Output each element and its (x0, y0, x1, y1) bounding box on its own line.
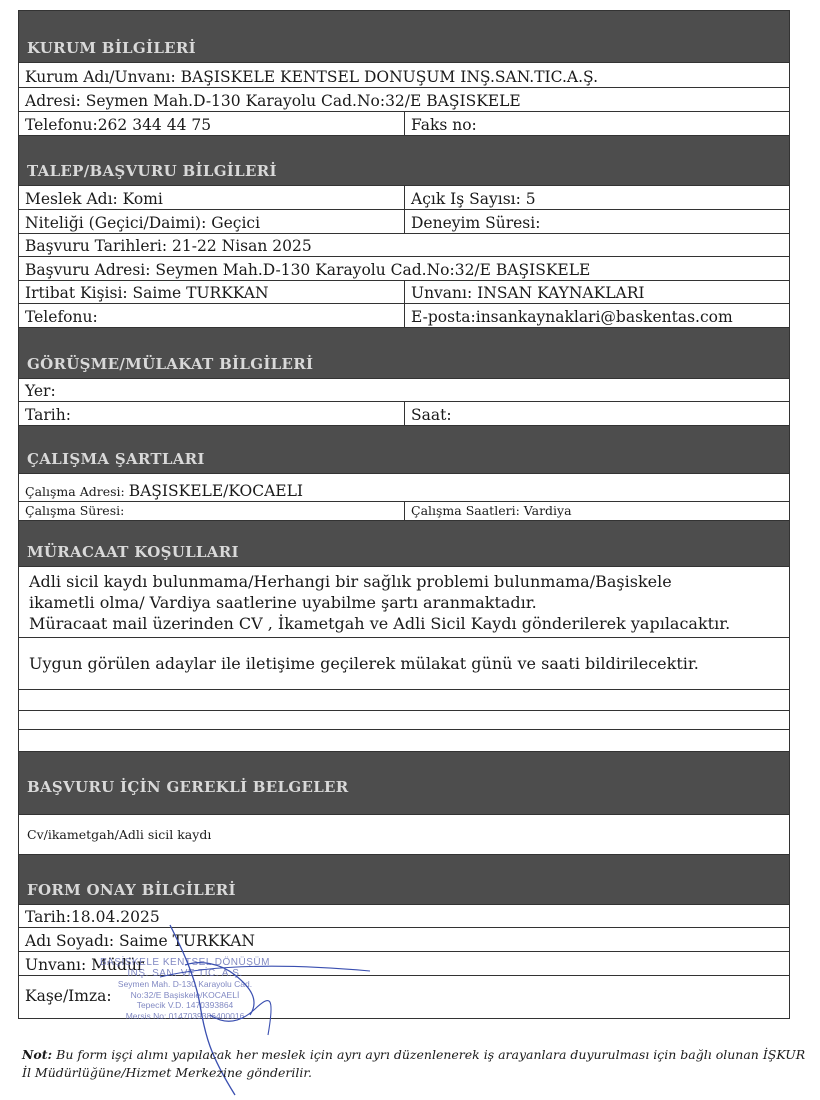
row-yer (19, 379, 789, 402)
muracaat-line-3: Müracaat mail üzerinden CV , İkametgah ve Adli Sicil Kaydı gönderilerek yapılacaktır. (29, 614, 731, 633)
note-text: Bu form işçi alımı yapılacak her meslek için ayrı ayrı düzenlenerek iş arayanlara duyurulması için bağlı olunan İŞKUR İl Müdürlüğüne/Hizmet Merkezine gönderilir. (22, 1047, 806, 1080)
section-title: BAŞVURU İÇİN GEREKLİ BELGELER (27, 778, 349, 796)
gerekli-belgeler: Cv/ikametgah/Adli sicil kaydı (27, 826, 212, 842)
muracaat-line-2: ikametli olma/ Vardiya saatlerine uyabilme şartı aranmaktadır. (29, 593, 537, 612)
onay-unvani: Unvanı: Müdür (25, 957, 145, 974)
section-title: KURUM BİLGİLERİ (27, 39, 196, 57)
calisma-adresi-label: Çalışma Adresi: (25, 484, 129, 499)
kurum-adi: Kurum Adı/Unvanı: BAŞİSKELE KENTSEL DÖNÜŞÜM İNŞ.SAN.TİC.A.Ş. (25, 69, 599, 86)
row-calisma-sure (19, 502, 789, 521)
kase-imza: Kaşe/İmza: (25, 988, 112, 1005)
talep-telefonu: Telefonu: (25, 309, 98, 326)
stamp-line-3: Seymen Mah. D-130 Karayolu Cad. (117, 979, 253, 989)
section-title: FORM ONAY BİLGİLERİ (27, 881, 236, 899)
acik-is-sayisi: Açık İş Sayısı: 5 (411, 191, 536, 208)
row-irtibat (19, 281, 789, 304)
row-onay-adi (19, 928, 789, 952)
gorusme-saat: Saat: (411, 407, 452, 424)
stamp-line-4: No:32/E Başiskele/KOCAELİ (130, 989, 240, 1000)
empty-row (19, 730, 789, 752)
row-basvuru-tarihleri (19, 234, 789, 257)
basvuru-adresi: Başvuru Adresi: Seymen Mah.D-130 Karayolu Cad.No:32/E BAŞİSKELE (25, 262, 591, 279)
deneyim-suresi: Deneyim Süresi: (411, 215, 541, 232)
section-header-belgeler (19, 752, 789, 815)
row-muracaat-kosullari (19, 567, 789, 638)
section-header-kurum (19, 11, 789, 63)
row-onay-tarih (19, 905, 789, 928)
niteligi: Niteliği (Geçici/Daimi): Geçici (25, 215, 261, 232)
row-muracaat-bilgi (19, 638, 789, 690)
section-header-calisma (19, 426, 789, 474)
row-meslek (19, 186, 789, 210)
section-header-talep (19, 136, 789, 186)
kurum-faks: Faks no: (411, 117, 477, 134)
calisma-saatleri: Çalışma Saatleri: Vardiya (411, 503, 572, 518)
row-kurum-adres (19, 88, 789, 112)
empty-row (19, 690, 789, 711)
onay-tarih: Tarih:18.04.2025 (25, 909, 160, 926)
row-kurum-telefon (19, 112, 789, 136)
stamp-line-6: Mersis No: 0147039386400016 (125, 1010, 245, 1021)
row-tarih-saat (19, 402, 789, 426)
muracaat-line-1: Adli sicil kaydı bulunmama/Herhangi bir sağlık problemi bulunmama/Başiskele (29, 572, 672, 591)
stamp-line-2: İNŞ. SAN. VE TİC. A.Ş. (127, 967, 243, 979)
gorusme-yer: Yer: (25, 383, 56, 400)
section-title: ÇALIŞMA ŞARTLARI (27, 450, 205, 468)
stamp-line-5: Tepecik V.D. 1470393864 (136, 1000, 234, 1010)
row-basvuru-adresi (19, 257, 789, 281)
footer-note (22, 1046, 812, 1082)
empty-row (19, 711, 789, 730)
onay-adi-soyadi: Adı Soyadı: Saime TÜRKKAN (25, 933, 255, 950)
basvuru-tarihleri: Başvuru Tarihleri: 21-22 Nisan 2025 (25, 238, 312, 255)
section-header-muracaat (19, 521, 789, 567)
section-title: MÜRACAAT KOŞULLARI (27, 543, 239, 561)
meslek-adi: Meslek Adı: Komi (25, 191, 163, 208)
row-iletisim (19, 304, 789, 328)
section-header-onay (19, 855, 789, 905)
section-header-gorusme (19, 328, 789, 379)
talep-eposta: E-posta:insankaynaklari@baskentas.com (411, 309, 733, 326)
calisma-suresi: Çalışma Süresi: (25, 503, 125, 518)
row-calisma-adresi (19, 474, 789, 502)
irtibat-kisisi: İrtibat Kişisi: Saime TÜRKKAN (25, 285, 269, 302)
calisma-adresi-value: BAŞİSKELE/KOCAELİ (128, 483, 304, 500)
muracaat-line-4: Uygun görülen adaylar ile iletişime geçilerek mülakat günü ve saati bildirilecektir. (29, 654, 699, 673)
irtibat-unvani: Unvanı: İNSAN KAYNAKLARI (411, 285, 645, 302)
calisma-adresi (19, 483, 303, 501)
gorusme-tarih: Tarih: (25, 407, 71, 424)
section-title: TALEP/BAŞVURU BİLGİLERİ (27, 162, 277, 180)
row-nitelik (19, 210, 789, 234)
section-title: GÖRÜŞME/MÜLAKAT BİLGİLERİ (27, 355, 314, 373)
job-request-form (18, 10, 790, 1019)
row-belgeler (19, 815, 789, 855)
kurum-adres: Adresi: Seymen Mah.D-130 Karayolu Cad.No:32/E BAŞİSKELE (25, 93, 521, 110)
kurum-telefon: Telefonu:262 344 44 75 (25, 117, 212, 134)
muracaat-text (19, 567, 740, 638)
note-label: Not: (22, 1047, 53, 1062)
stamp-line-1: BAŞİSKELE KENTSEL DÖNÜŞÜM (100, 957, 270, 968)
row-kurum-adi (19, 63, 789, 88)
